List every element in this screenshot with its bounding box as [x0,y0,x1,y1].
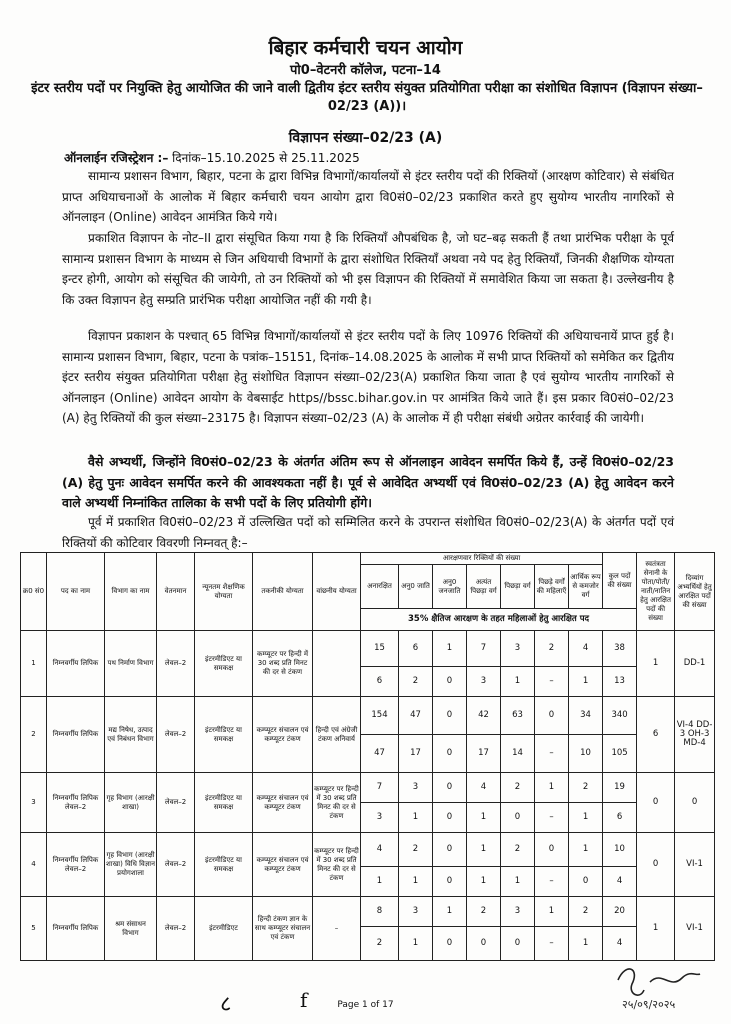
cell-women: 4 [603,927,637,961]
cell-women: 13 [603,667,637,697]
cell-vacancy: 1 [535,897,569,927]
cell-desired-qual: हिन्दी एवं अंग्रेजी टंकण अनिवार्य [313,697,361,773]
cell-vacancy: 1 [569,833,603,867]
cell-sno: 2 [21,697,47,773]
cell-vacancy: 7 [361,773,399,803]
header-tech-qual: तकनीकी योग्यता [253,553,313,631]
cell-vacancy: 2 [569,773,603,803]
header-cat-bc: पिछड़ा वर्ग [501,565,535,609]
cell-sno: 4 [21,833,47,897]
cell-desired-qual [313,631,361,697]
paragraph-2 [62,228,674,310]
cell-min-qual: इंटरमीडिएट या समकक्ष [195,631,253,697]
cell-vacancy: 10 [603,833,637,867]
cell-ff: 1 [637,631,675,697]
cell-ff: 6 [637,697,675,773]
cell-women: 0 [569,867,603,897]
cell-women: 0 [467,927,501,961]
cell-women: 47 [361,735,399,773]
cell-vacancy: 2 [399,833,433,867]
header-pay: वेतनमान [157,553,195,631]
cell-women: 4 [603,867,637,897]
signature-date: २५/०९/२०२५ [622,998,676,1011]
cell-vacancy: 1 [433,897,467,927]
cell-post: निम्नवर्गीय लिपिक लेवल–2 [47,773,105,833]
header-desired-qual: वांछनीय योग्यता [313,553,361,631]
registration-line [64,149,360,166]
cell-ff: 1 [637,897,675,961]
cell-pwd: VI-1 [675,833,715,897]
cell-dept: गृह विभाग (आरक्षी शाखा) [105,773,157,833]
handwritten-mark-b: f [300,988,308,1012]
cell-vacancy: 0 [433,773,467,803]
cell-women: 6 [361,667,399,697]
cell-vacancy: 340 [603,697,637,735]
notice-subject: इंटर स्तरीय पदों पर नियुक्ति हेतु आयोजित की जाने वाली द्वितीय इंटर स्तरीय संयुक्त प्रतियोगिता परीक्षा का संशोधित विज्ञापन (विज्ञापन संख्या–02/23 (A))। [31,81,703,114]
cell-desired-qual: कम्प्यूटर पर हिन्दी में 30 शब्द प्रति मिनट की दर से टंकण [313,773,361,833]
cell-vacancy: 1 [535,773,569,803]
cell-women: 10 [569,735,603,773]
cell-vacancy: 4 [467,773,501,803]
cell-women: – [535,735,569,773]
cell-dept: मद्य निषेध, उत्पाद एवं निबंधन विभाग [105,697,157,773]
cell-women: 1 [501,867,535,897]
table-row [21,897,715,927]
cell-women: 6 [603,803,637,833]
officer-signature [610,960,705,1015]
cell-post: निम्नवर्गीय लिपिक [47,697,105,773]
header-min-qual: न्यूनतम शैक्षणिक योग्यता [195,553,253,631]
cell-women: 1 [361,867,399,897]
header-cat-ur: अनारक्षित [361,565,399,609]
cell-pay: लेवल–2 [157,631,195,697]
paragraph-5 [62,512,674,553]
cell-women: 0 [433,667,467,697]
cell-women: 14 [501,735,535,773]
table-row [21,631,715,667]
cell-tech-qual: कम्प्यूटर संचालन एवं कम्प्यूटर टंकण [253,697,313,773]
cell-vacancy: 2 [467,897,501,927]
org-address: पो0–वेटनरी कॉलेज, पटना–14 [290,63,441,78]
cell-women: – [535,803,569,833]
cell-pwd: DD-1 [675,631,715,697]
cell-women: 1 [569,803,603,833]
cell-vacancy: 20 [603,897,637,927]
cell-women: – [535,667,569,697]
cell-dept: पथ निर्माण विभाग [105,631,157,697]
org-title: बिहार कर्मचारी चयन आयोग [268,37,463,59]
header-post: पद का नाम [47,553,105,631]
cell-vacancy: 3 [399,773,433,803]
cell-vacancy: 4 [569,631,603,667]
cell-pwd: 0 [675,773,715,833]
cell-vacancy: 0 [535,697,569,735]
cell-tech-qual: हिन्दी टंकण ज्ञान के साथ कम्प्यूटर संचालन एवं टंकण [253,897,313,961]
paragraph-4 [62,452,674,514]
cell-pwd: VI-1 [675,897,715,961]
cell-women: 2 [399,667,433,697]
cell-vacancy: 1 [467,833,501,867]
cell-tech-qual: कम्प्यूटर संचालन एवं कम्प्यूटर टंकण [253,773,313,833]
paragraph-2-text: प्रकाशित विज्ञापन के नोट–II द्वारा संसूचित किया गया है कि रिक्तियाँ औपबंधिक है, जो घट–बढ़ सकती हैं तथा प्रारंभिक परीक्षा के पूर्व सामान्य प्रशासन विभाग के माध्यम से जिन अधियाची विभागों के द्वारा संशोधित रिक्तियाँ अथवा नये पद हेतु रिक्तियाँ, जिनकी शैक्षणिक योग्यता इन्टर होगी, आयोग को संसूचित की जायेगी, तो उन रिक्तियों को भी इस विज्ञापन की रिक्तियों में समावेशित किया जा सकता है। उल्लेखनीय है कि उक्त विज्ञापन हेतु सम्प्रति प्रारंभिक परीक्षा आयोजित नहीं की गयी है। [62,231,674,307]
cell-women: 1 [501,667,535,697]
cell-women: 1 [467,867,501,897]
registration-dates: दिनांक–15.10.2025 से 25.11.2025 [172,151,360,165]
table-row [21,773,715,803]
header-cat-ebc: अत्यंत पिछड़ा वर्ग [467,565,501,609]
cell-women: 1 [569,927,603,961]
handwritten-mark-a: ८ [220,992,232,1017]
cell-ff: 0 [637,833,675,897]
cell-vacancy: 0 [535,833,569,867]
cell-vacancy: 3 [501,631,535,667]
header-cat-sc: अनु0 जाति [399,565,433,609]
cell-women: 0 [501,803,535,833]
cell-vacancy: 3 [399,897,433,927]
cell-sno: 5 [21,897,47,961]
header-sno: क्र0 सं0 [21,553,47,631]
cell-pay: लेवल–2 [157,773,195,833]
cell-vacancy: 63 [501,697,535,735]
cell-women: 1 [399,803,433,833]
cell-post: निम्नवर्गीय लिपिक [47,631,105,697]
cell-vacancy: 4 [361,833,399,867]
cell-vacancy: 3 [501,897,535,927]
cell-vacancy: 19 [603,773,637,803]
cell-vacancy: 8 [361,897,399,927]
cell-vacancy: 154 [361,697,399,735]
cell-pwd: VI-4 DD-3 OH-3 MD-4 [675,697,715,773]
cell-women: 1 [399,927,433,961]
cell-min-qual: इंटरमीडिएट या समकक्ष [195,697,253,773]
cell-sno: 3 [21,773,47,833]
vacancy-table [20,552,715,961]
cell-women: 0 [433,867,467,897]
header-ff: स्वतंत्रता सेनानी के पोता/पोती/नाती/नातिन हेतु आरक्षित पदों की संख्या [637,553,675,631]
cell-desired-qual: – [313,897,361,961]
cell-sno: 1 [21,631,47,697]
cell-vacancy: 47 [399,697,433,735]
cell-women: 0 [433,803,467,833]
paragraph-4-text: वैसे अभ्यर्थी, जिन्होंने वि0सं0–02/23 के अंतर्गत अंतिम रूप से ऑनलाइन आवेदन समर्पित किये हैं, उन्हें वि0सं0–02/23 (A) हेतु पुनः आवेदन समर्पित करने की आवश्यकता नहीं है। पूर्व से आवेदित अभ्यर्थी एवं वि0सं0–02/23 (A) हेतु आवेदन करने वाले अभ्यर्थी निम्नांकित तालिका के सभी पदों के लिए प्रतियोगी होंगे। [62,454,674,510]
cell-vacancy: 6 [399,631,433,667]
paragraph-5-text: पूर्व में प्रकाशित वि0सं0–02/23 में उल्लिखित पदों को सम्मिलित करने के उपरान्त संशोधित वि0सं0–02/23(A) के अंतर्गत पदों एवं रिक्तियों की कोटिवार विवरणी निम्नवत् है:– [62,515,674,550]
cell-women: 1 [467,803,501,833]
cell-women: 17 [467,735,501,773]
cell-women: 0 [433,735,467,773]
cell-women: 3 [361,803,399,833]
cell-desired-qual: कम्प्यूटर पर हिन्दी में 30 शब्द प्रति मिनट की दर से टंकण [313,833,361,897]
cell-women: 17 [399,735,433,773]
cell-min-qual: इंटरमीडिएट [195,897,253,961]
paragraph-3 [62,326,674,429]
cell-pay: लेवल–2 [157,897,195,961]
cell-post: निम्नवर्गीय लिपिक [47,897,105,961]
cell-women: 105 [603,735,637,773]
page-number: Page 1 of 17 [337,1000,394,1010]
cell-min-qual: इंटरमीडिएट या समकक्ष [195,773,253,833]
adv-number: विज्ञापन संख्या–02/23 (A) [288,130,443,146]
header-cat-st: अनु0 जनजाति [433,565,467,609]
cell-women: 1 [399,867,433,897]
cell-pay: लेवल–2 [157,697,195,773]
cell-dept: श्रम संसाधन विभाग [105,897,157,961]
cell-dept: गृह विभाग (आरक्षी शाखा) विधि विज्ञान प्रयोगशाला [105,833,157,897]
cell-vacancy: 1 [433,631,467,667]
cell-vacancy: 0 [433,697,467,735]
cell-pay: लेवल–2 [157,833,195,897]
cell-women: 1 [569,667,603,697]
cell-women: – [535,927,569,961]
cell-tech-qual: कम्प्यूटर पर हिन्दी में 30 शब्द प्रति मिनट की दर से टंकण [253,631,313,697]
table-row [21,697,715,735]
cell-min-qual: इंटरमीडिएट या समकक्ष [195,833,253,897]
header-total: कुल पदों की संख्या [603,553,637,609]
cell-women: 0 [433,927,467,961]
table-row [21,833,715,867]
cell-vacancy: 2 [535,631,569,667]
registration-label: ऑनलाईन रजिस्ट्रेशन :– [64,151,169,165]
cell-women: 0 [501,927,535,961]
header-dept: विभाग का नाम [105,553,157,631]
cell-vacancy: 42 [467,697,501,735]
header-cat-ews: आर्थिक रूप से कमजोर वर्ग [569,565,603,609]
cell-women: – [535,867,569,897]
header-cat-bcw: पिछड़े वर्गों की महिलाएँ [535,565,569,609]
cell-vacancy: 0 [433,833,467,867]
cell-vacancy: 38 [603,631,637,667]
cell-ff: 0 [637,773,675,833]
cell-women: 2 [361,927,399,961]
cell-tech-qual: कम्प्यूटर संचालन एवं कम्प्यूटर टंकण [253,833,313,897]
cell-vacancy: 34 [569,697,603,735]
cell-post: निम्नवर्गीय लिपिक लेवल–2 [47,833,105,897]
cell-vacancy: 15 [361,631,399,667]
paragraph-3-text: विज्ञापन प्रकाशन के पश्चात् 65 विभिन्न विभागों/कार्यालयों से इंटर स्तरीय पदों के लिए 10976 रिक्तियों की अधियाचनायें प्राप्त हुई है। सामान्य प्रशासन विभाग, बिहार, पटना के पत्रांक–15151, दिनांक–14.08.2025 के आलोक में सभी प्राप्त रिक्तियों को समेकित कर द्वितीय इंटर स्तरीय संयुक्त प्रतियोगिता परीक्षा हेतु संशोधित विज्ञापन संख्या–02/23(A) प्रकाशित किया जाता है एवं सुयोग्य भारतीय नागरिकों से ऑनलाइन (Online) आवेदन आयोग के वेबसाईट https//bssc.bihar.gov.in पर आमंत्रित किये जाते हैं। इस प्रकार वि0सं0–02/23 (A) हेतु रिक्तियों की कुल संख्या–23175 है। विज्ञापन संख्या–02/23 (A) के आलोक में ही परीक्षा संबंधी अग्रेतर कार्रवाई की जायेगी। [62,329,674,425]
header-women-note: 35% क्षैतिज आरक्षण के तहत महिलाओं हेतु आरक्षित पद [361,609,637,631]
cell-vacancy: 2 [569,897,603,927]
paragraph-1-text: सामान्य प्रशासन विभाग, बिहार, पटना के द्वारा विभिन्न विभागों/कार्यालयों से इंटर स्तरीय पदों की रिक्तियों (आरक्षण कोटिवार) से संबंधित प्राप्त अधियाचनाओं के आलोक में बिहार कर्मचारी चयन आयोग द्वारा वि0सं0–02/23 प्रकाशित करते हुए सुयोग्य भारतीय नागरिकों से ऑनलाइन (Online) आवेदन आमंत्रित किये गये। [62,169,674,224]
cell-vacancy: 7 [467,631,501,667]
cell-vacancy: 2 [501,773,535,803]
cell-women: 3 [467,667,501,697]
paragraph-1 [62,166,674,228]
header-pwd: दिव्यांग अभ्यर्थियों हेतु आरक्षित पदों की संख्या [675,553,715,631]
cell-vacancy: 2 [501,833,535,867]
header-vacancy-group: आरक्षणवार रिक्तियों की संख्या [361,553,603,565]
